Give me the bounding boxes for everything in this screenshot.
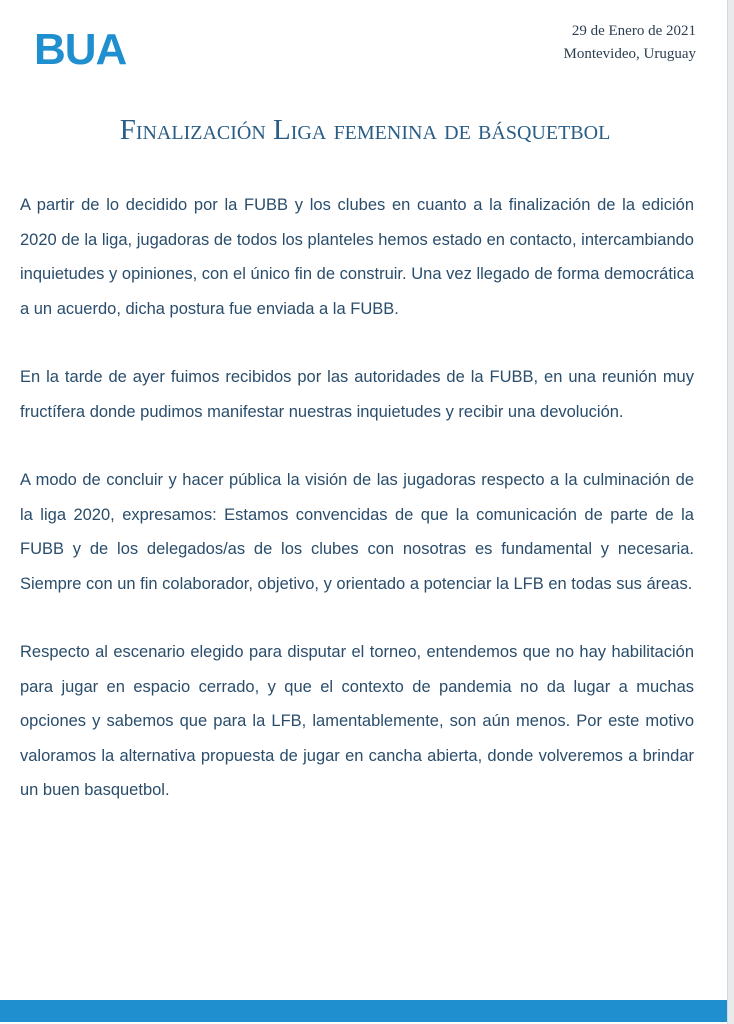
document-location: Montevideo, Uruguay [563, 46, 696, 62]
paragraph-1: A partir de lo decidido por la FUBB y los clubes en cuanto a la finalización de la edición 2020 de la liga, jugadoras de todos los planteles hemos estado en contacto, intercambiando inquietudes y opiniones, con el único fin de construir. Una vez llegado de forma democrática a un acuerdo, dicha postura fue enviada a la FUBB. [20, 196, 694, 318]
page-edge [727, 0, 734, 1024]
date-location-block [564, 20, 696, 66]
paragraph-2: En la tarde de ayer fuimos recibidos por las autoridades de la FUBB, en una reunión muy fructífera donde pudimos manifestar nuestras inquietudes y recibir una devolución. [20, 368, 694, 421]
paragraph-4: Respecto al escenario elegido para disputar el torneo, entendemos que no hay habilitación para jugar en espacio cerrado, y que el contexto de pandemia no da lugar a muchas opciones y sabemos que para la LFB, lamentablemente, son aún menos. Por este motivo valoramos la alternativa propuesta de jugar en cancha abierta, donde volveremos a brindar un buen basquetbol. [20, 643, 694, 799]
document-title: Finalización Liga femenina de básquetbol [119, 114, 611, 146]
document-date: 29 de Enero de 2021 [571, 23, 696, 39]
paragraph-3: A modo de concluir y hacer pública la visión de las jugadoras respecto a la culminación de la liga 2020, expresamos: Estamos convencidas de que la comunicación de parte de la FUBB y de los delegados/as de los clubes con nosotras es fundamental y necesaria. Siempre con un fin colaborador, objetivo, y orientado a potenciar la LFB en todas sus áreas. [20, 471, 694, 593]
document-body [20, 188, 694, 842]
footer-bar [0, 1000, 728, 1022]
bua-logo: BUA [34, 25, 127, 74]
